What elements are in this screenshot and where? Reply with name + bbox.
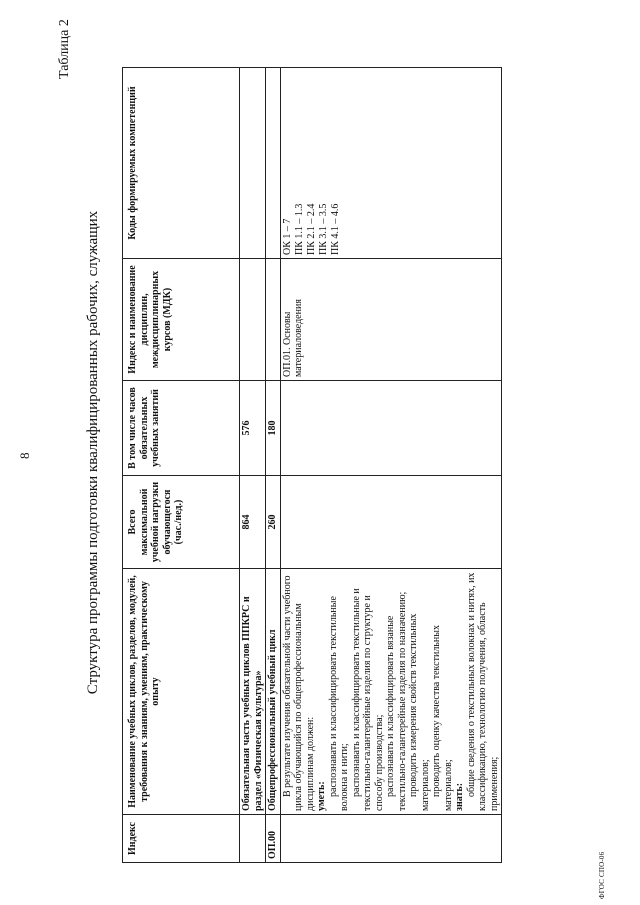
requirements-intro: В результате изучения обязательной части учебного цикла обучающийся по общепрофессиональным дисциплинам должен: — [281, 575, 316, 811]
page-number: 8 — [17, 452, 32, 459]
cell-mandatory: 576 — [240, 381, 266, 476]
header-total: Всего максимальной учебной нагрузки обучающегося (час./нед.) — [123, 476, 240, 569]
skill-item: распознавать и классифицировать текстильные волокна и нити; — [327, 596, 350, 811]
table-header-row — [123, 68, 240, 863]
cell-discipline — [266, 259, 281, 381]
skill-item: проводить измерения свойств текстильных материалов; — [408, 613, 431, 811]
cell-total — [280, 476, 502, 569]
footer-code: ФГОС СПО-06 — [598, 851, 606, 899]
cell-total: 864 — [240, 476, 266, 569]
cell-name: Обязательная часть учебных циклов ППКРС и раздел «Физическая культура» — [240, 569, 266, 815]
header-discipline: Индекс и наименование дисциплин, междисциплинарных курсов (МДК) — [123, 259, 240, 381]
cell-competencies — [280, 68, 502, 259]
cell-index — [280, 815, 502, 863]
document-title: Структура программы подготовки квалифицированных рабочих, служащих — [85, 210, 101, 695]
competency-code: ОК 1 – 7 — [281, 218, 293, 255]
structure-table — [122, 67, 502, 863]
table-caption: Таблица 2 — [57, 19, 72, 79]
cell-requirements — [280, 569, 502, 815]
competency-code: ПК 1.1 – 1.3 — [293, 203, 305, 255]
skills-label: уметь: — [316, 781, 327, 811]
skill-item: проводить оценку качества текстильных материалов; — [431, 625, 454, 811]
cell-competencies — [240, 68, 266, 259]
cell-discipline — [240, 259, 266, 381]
competency-code: ПК 3.1 – 3.5 — [317, 203, 329, 255]
cell-total: 260 — [266, 476, 281, 569]
table-row-op00 — [266, 68, 281, 863]
competency-code: ПК 4.1 – 4.6 — [329, 203, 341, 255]
cell-index: ОП.00 — [266, 815, 281, 863]
cell-mandatory — [280, 381, 502, 476]
skill-item: распознавать и классифицировать текстильные и текстильно-галантерейные изделия по структуре и способу производства; — [350, 588, 385, 811]
knowledge-label: знать: — [454, 782, 465, 811]
header-competencies: Коды формируемых компетенций — [123, 68, 240, 259]
cell-index — [240, 815, 266, 863]
header-index: Индекс — [123, 815, 240, 863]
cell-competencies — [266, 68, 281, 259]
cell-name: Общепрофессиональный учебный цикл — [266, 569, 281, 815]
header-mandatory: В том числе часов обязательных учебных занятий — [123, 381, 240, 476]
table-row-op01 — [280, 68, 502, 863]
competency-code: ПК 2.1 – 2.4 — [305, 203, 317, 255]
cell-mandatory: 180 — [266, 381, 281, 476]
cell-discipline: ОП.01. Основы материаловедения — [280, 259, 502, 381]
table-row-mandatory-part — [240, 68, 266, 863]
header-name: Наименование учебных циклов, разделов, модулей, требования к знаниям, умениям, практическому опыту — [123, 569, 240, 815]
knowledge-item: общие сведения о текстильных волокнах и нитях, их классификацию, технологию получения, область применения; — [465, 572, 500, 811]
skill-item: распознавать и классифицировать вязаные текстильно-галантерейные изделия по назначению; — [385, 591, 408, 811]
